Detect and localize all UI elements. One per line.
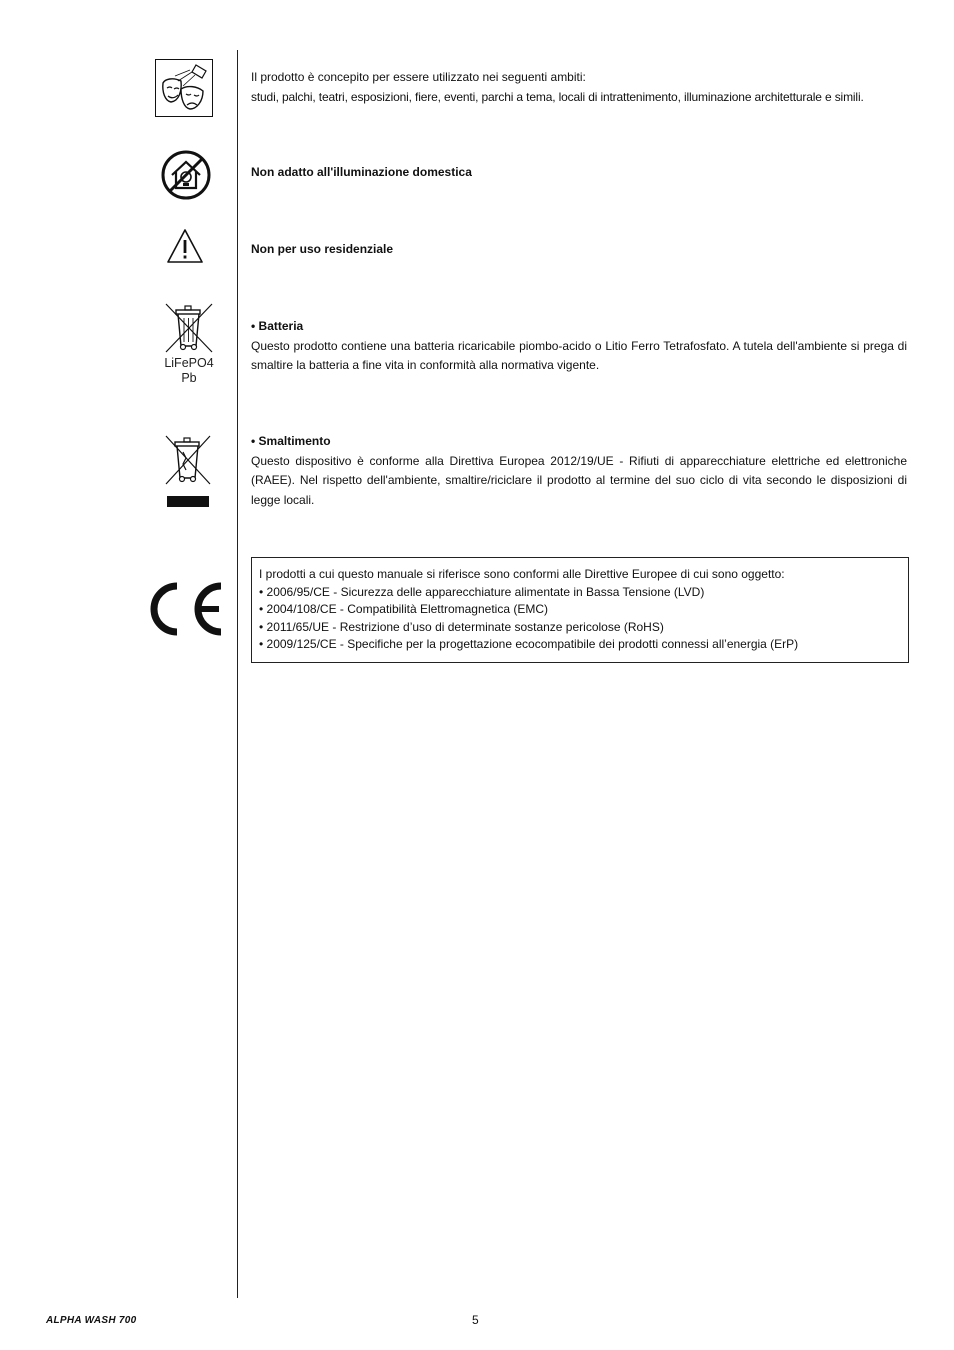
ce-item-emc: • 2004/108/CE - Compatibilità Elettromagnetica (EMC) bbox=[259, 602, 548, 617]
ce-mark-icon bbox=[147, 580, 225, 643]
disposal-section bbox=[251, 432, 907, 510]
ce-item-erp: • 2009/125/CE - Specifiche per la progettazione ecocompatibile dei prodotti connessi all’energia (ErP) bbox=[259, 637, 799, 652]
weee-crossed-bin-icon bbox=[163, 432, 213, 515]
usage-line-2: studi, palchi, teatri, esposizioni, fiere, eventi, parchi a tema, locali di intrattenimento, illuminazione architetturale e simili. bbox=[251, 89, 864, 104]
ce-item-lvd: • 2006/95/CE - Sicurezza delle apparecchiature alimentate in Bassa Tensione (LVD) bbox=[259, 584, 705, 599]
battery-chemistry-label bbox=[159, 356, 219, 386]
ce-intro: I prodotti a cui questo manuale si riferisce sono conformi alle Direttive Europee di cui sono oggetto: bbox=[259, 567, 785, 581]
label-pb: Pb bbox=[181, 371, 197, 385]
page-number: 5 bbox=[472, 1313, 479, 1327]
disposal-body: Questo dispositivo è conforme alla Direttiva Europea 2012/19/UE - Rifiuti di apparecchiature elettriche ed elettroniche (RAEE). Nel rispetto dell'ambiente, smaltire/riciclare il prodotto al termine del suo ciclo di vita secondo le disposizioni di legge locali. bbox=[251, 453, 907, 507]
no-domestic-lighting-icon bbox=[160, 149, 212, 206]
label-lifepo4: LiFePO4 bbox=[164, 356, 214, 370]
residential-warning: Non per uso residenziale bbox=[251, 242, 394, 256]
column-divider bbox=[237, 50, 238, 1298]
usage-line-1: Il prodotto è concepito per essere utilizzato nei seguenti ambiti: bbox=[251, 70, 586, 84]
battery-body: Questo prodotto contiene una batteria ricaricabile piombo-acido o Litio Ferro Tetrafosfato. A tutela dell'ambiente si prega di smaltire la batteria a fine vita in conformità alla normativa vigente. bbox=[251, 338, 907, 372]
domestic-warning: Non adatto all'illuminazione domestica bbox=[251, 165, 472, 179]
ce-item-rohs: • 2011/65/UE - Restrizione d’uso di determinate sostanze pericolose (RoHS) bbox=[259, 619, 664, 634]
ce-directives-box bbox=[251, 557, 909, 663]
warning-triangle-icon bbox=[166, 228, 204, 269]
battery-heading: • Batteria bbox=[251, 319, 304, 333]
theater-masks-icon bbox=[155, 59, 213, 122]
battery-section bbox=[251, 317, 907, 376]
crossed-bin-icon bbox=[163, 300, 215, 359]
usage-text bbox=[251, 68, 907, 107]
disposal-heading: • Smaltimento bbox=[251, 434, 331, 448]
footer-model-name: ALPHA WASH 700 bbox=[46, 1315, 137, 1326]
